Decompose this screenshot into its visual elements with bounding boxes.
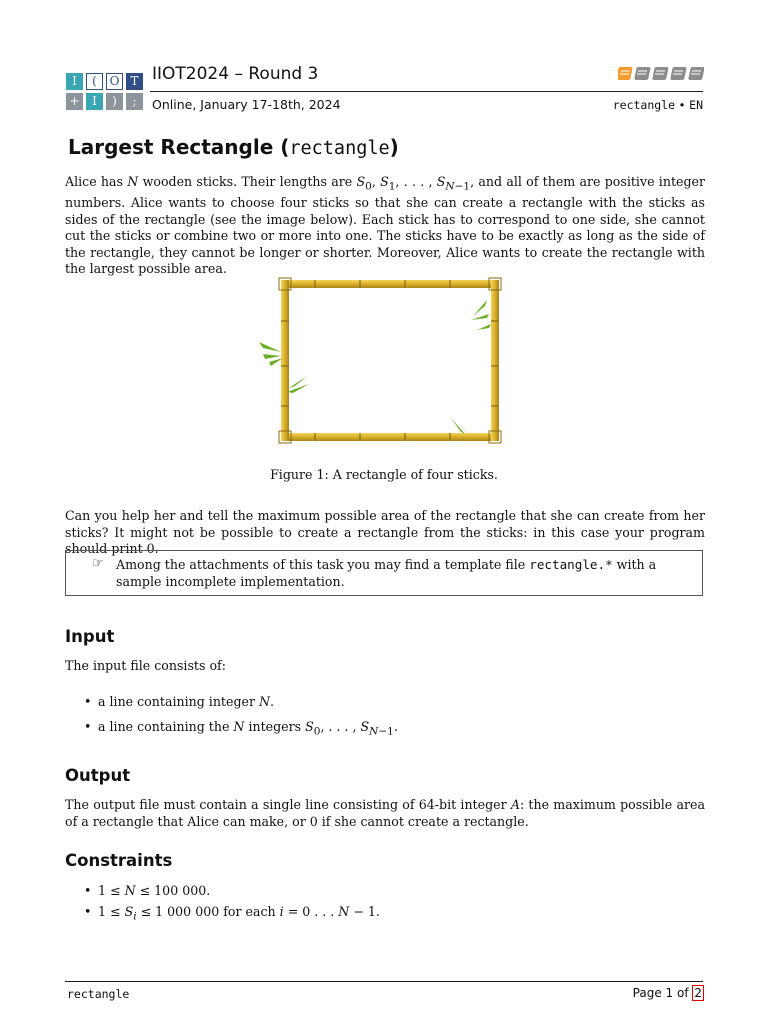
attachment-note-box — [65, 550, 703, 596]
difficulty-icons — [618, 66, 704, 82]
problem-title-text: Largest Rectangle — [68, 135, 274, 159]
pointing-hand-icon: ☞ — [92, 556, 104, 571]
problem-code-name: rectangle — [289, 138, 390, 159]
attachment-note-text: Among the attachments of this task you may find a template file rectangle.* with a sample incomplete implementation. — [116, 557, 657, 589]
logo-tile: I — [86, 93, 103, 110]
footer-rule — [65, 981, 703, 982]
bamboo-frame-image — [255, 276, 515, 446]
difficulty-icon-empty — [688, 67, 704, 80]
header-rule — [150, 91, 703, 92]
task-id: rectangle — [612, 98, 676, 112]
figure-caption: Figure 1: A rectangle of four sticks. — [270, 467, 498, 482]
contest-dates: Online, January 17-18th, 2024 — [152, 97, 341, 112]
difficulty-icon-empty — [652, 67, 669, 80]
task-tag: rectangle • EN — [612, 98, 703, 112]
iiot-logo — [66, 73, 143, 111]
page-counter: Page 1 of 2 — [632, 986, 702, 1000]
output-description: The output file must contain a single line consisting of 64-bit integer A: the maximum possible area of a rectangle that Alice can make, or 0 if she cannot create a rectangle. — [65, 797, 705, 829]
logo-tile: O — [106, 73, 123, 90]
output-heading: Output — [65, 766, 131, 785]
constraints-list — [65, 883, 380, 923]
logo-tile: + — [66, 93, 83, 110]
language-code: EN — [689, 98, 703, 112]
template-file-name: rectangle.* — [529, 557, 613, 572]
list-item: • a line containing integer N. — [65, 694, 398, 709]
input-intro: The input file consists of: — [65, 658, 226, 673]
contest-title: IIOT2024 – Round 3 — [152, 64, 319, 84]
input-heading: Input — [65, 627, 115, 646]
question-paragraph: Can you help her and tell the maximum possible area of the rectangle that she can create from her sticks? It might not be possible to create a rectangle from the sticks: in this case your program should print 0. — [65, 508, 705, 556]
logo-tile: I — [66, 73, 83, 90]
list-item: • a line containing the N integers $S_0$, . . . , $S_{N-1}$. — [65, 719, 398, 738]
logo-tile: ; — [126, 93, 143, 110]
last-page-link[interactable]: 2 — [694, 986, 702, 1000]
footer-task-id: rectangle — [67, 987, 130, 1001]
logo-tile: ) — [106, 93, 123, 110]
logo-tile: T — [126, 73, 143, 90]
statement-paragraph: Alice has N wooden sticks. Their lengths are $S_0$, $S_1$, . . . , $S_{N-1}$, and all of them are positive integer numbers. Alice wants to choose four sticks so that she can create a rectangle with the sticks as sides of the rectangle (see the image below). Each stick has to correspond to one side, she cannot cut the sticks or combine two or more into one. The sticks have to be exactly as long as the side of the rectangle, they cannot be longer or shorter. Moreover, Alice wants to create the rectangle with the largest possible area. — [65, 174, 705, 277]
bamboo-rectangle-figure — [255, 276, 515, 446]
constraints-heading: Constraints — [65, 851, 173, 870]
problem-title: Largest Rectangle (rectangle) — [68, 135, 399, 159]
difficulty-icon-empty — [670, 67, 687, 80]
list-item: • $1 \le S_i \le 1$ 000 000 for each i = 0 . . . N − 1. — [65, 904, 380, 923]
difficulty-icon-empty — [634, 67, 651, 80]
list-item: • 1 ≤ N ≤ 100 000. — [65, 883, 380, 898]
difficulty-icon-filled — [618, 67, 633, 80]
difficulty-indicator — [618, 66, 704, 82]
input-list — [65, 694, 398, 738]
logo-tile: ( — [86, 73, 103, 90]
